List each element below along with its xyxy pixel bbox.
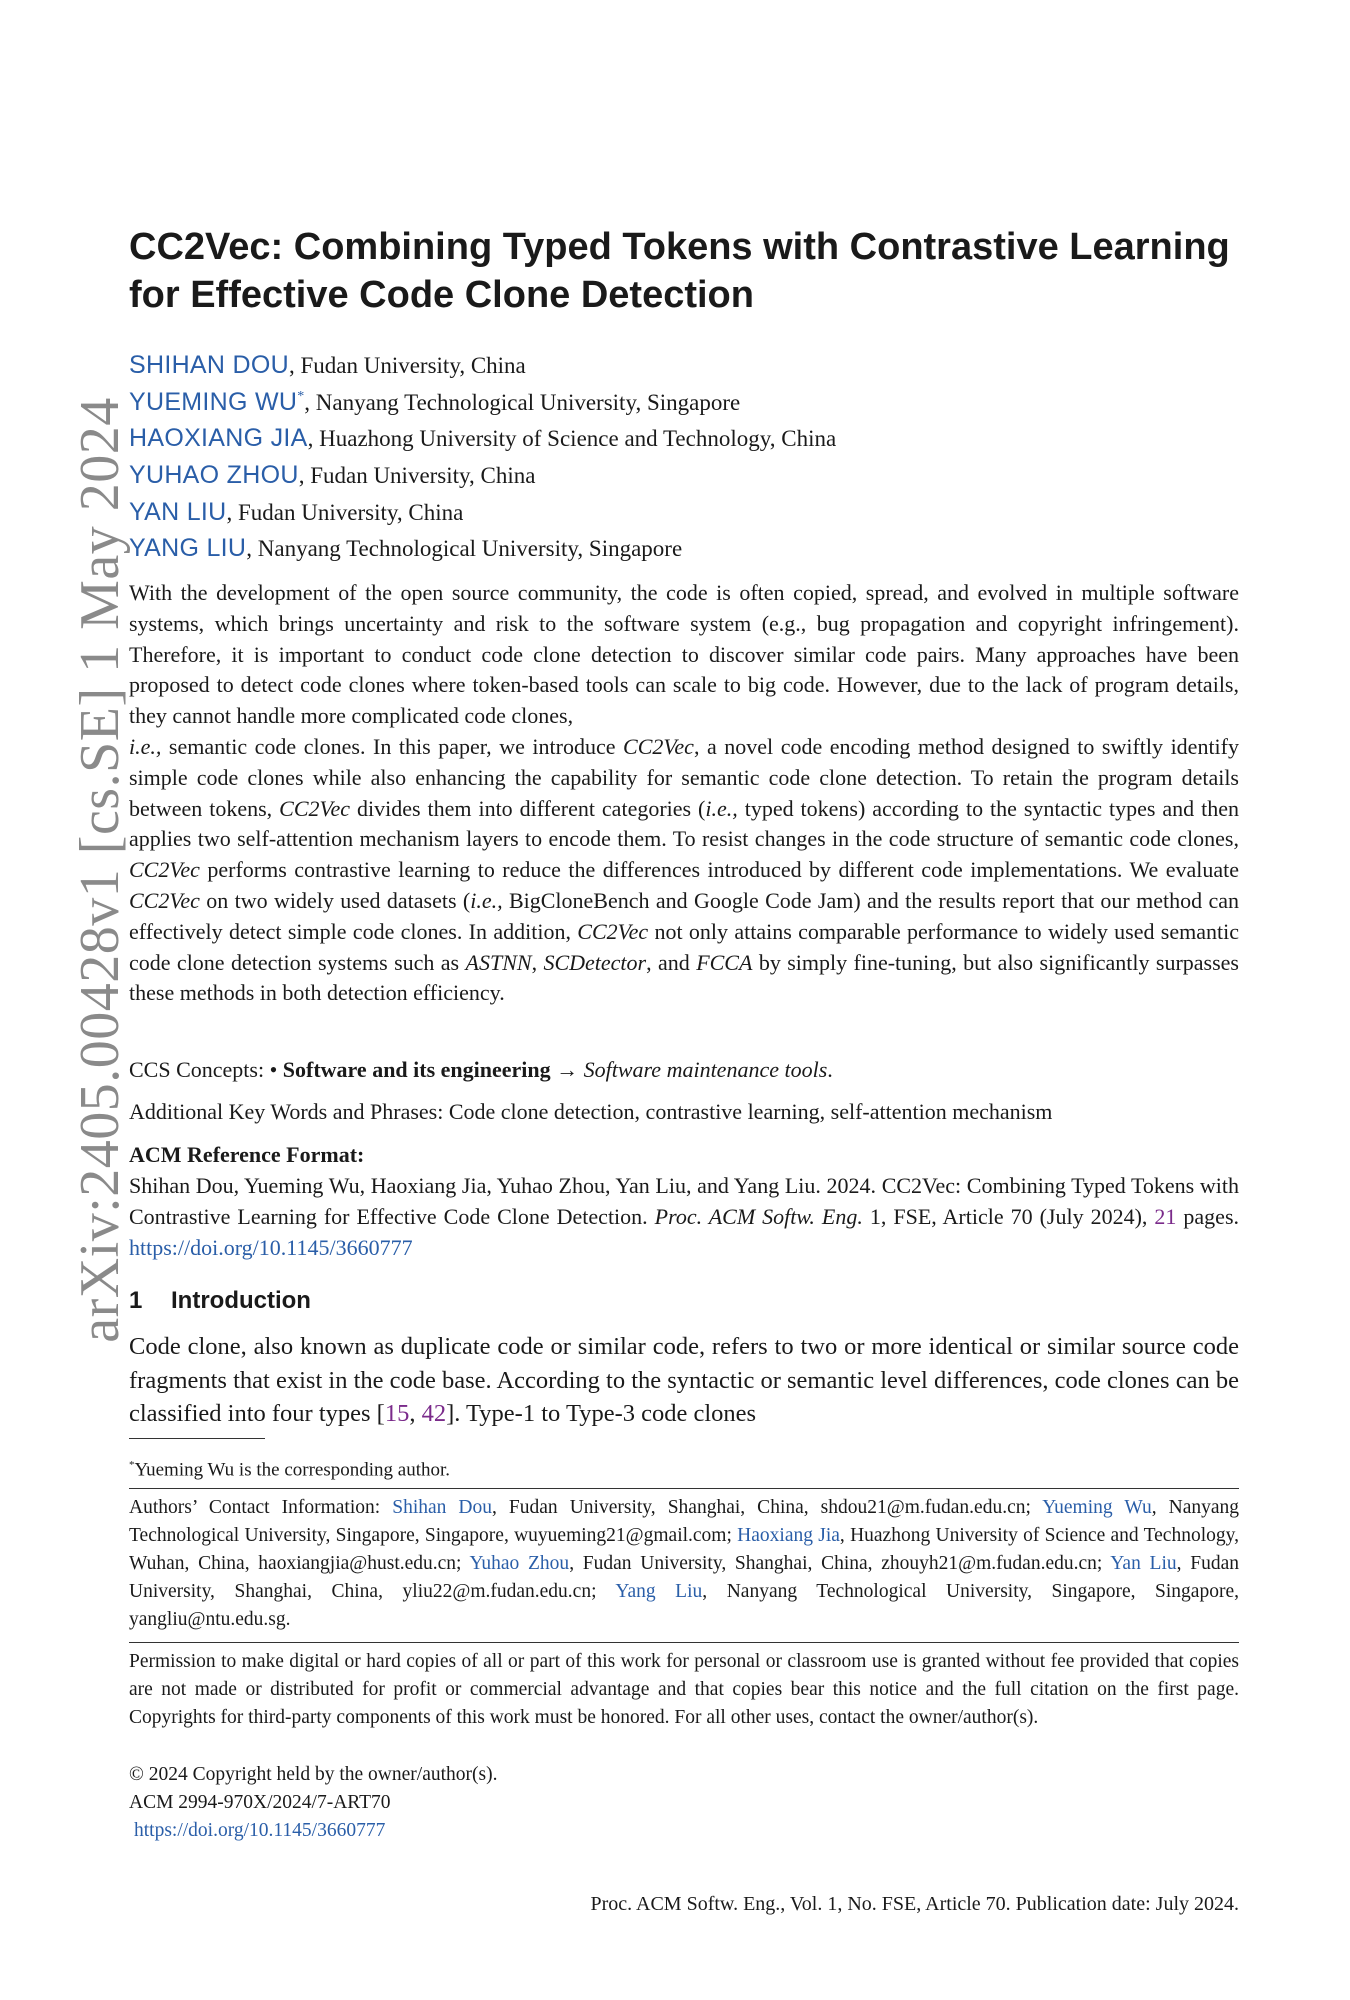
contact-details: , Nanyang Technological University, Singapore, Singapore, wuyueming21@gmail.com; — [129, 1497, 1240, 1546]
footnote — [129, 1452, 450, 1483]
contact-details: , Huazhong University of Science and Technology, Wuhan, China, haoxiangjia@hust.edu.cn; — [129, 1525, 1239, 1574]
intro-text: , — [409, 1400, 422, 1427]
contact-details: , Nanyang Technological University, Singapore, Singapore, yangliu@ntu.edu.sg. — [129, 1581, 1239, 1630]
section-title: Introduction — [171, 1287, 311, 1314]
keywords: Additional Key Words and Phrases: Code clone detection, contrastive learning, self-attention mechanism — [129, 1099, 1053, 1124]
method-name: CC2Vec — [129, 857, 200, 883]
author-list — [129, 342, 1239, 562]
abstract-text: , a novel code encoding method designed to swiftly identify simple code clones while also enhancing the capability for semantic code clone detection. To retain the program details between tokens, — [129, 733, 1239, 821]
contact-divider — [129, 1488, 1239, 1489]
ccs-arrow: → — [550, 1057, 584, 1082]
abstract-text: , — [531, 949, 544, 975]
author-affiliation: , Nanyang Technological University, Singapore — [246, 536, 683, 562]
author-name-link[interactable]: SHIHAN DOU — [129, 351, 289, 379]
ccs-concepts — [129, 1055, 1239, 1085]
footnote-mark: * — [129, 1459, 135, 1471]
ccs-end: . — [827, 1057, 833, 1082]
contact-details: , Fudan University, Shanghai, China, yliu22@m.fudan.edu.cn; — [129, 1553, 1239, 1602]
footer-doi-link[interactable]: https://doi.org/10.1145/3660777 — [134, 1820, 386, 1841]
abstract-text: on two widely used datasets ( — [199, 887, 471, 913]
arxiv-identifier-stamp: arXiv:2405.00428v1 [cs.SE] 1 May 2024 — [69, 397, 131, 1343]
contact-details: , Fudan University, Shanghai, China, shdou21@m.fudan.edu.cn; — [492, 1497, 1043, 1518]
citation-link[interactable]: 42 — [421, 1400, 447, 1427]
abstract-text: performs contrastive learning to reduce the differences introduced by different code implementations. We evaluate — [199, 857, 1239, 883]
intro-text: Code clone, also known as duplicate code or similar code, refers to two or more identical or similar source code fragments that exist in the code base. According to the syntactic or semantic level differences, code clones can be classified into four types [ — [129, 1333, 1239, 1427]
author-entry — [129, 379, 1239, 416]
author-entry — [129, 525, 1239, 562]
reference-text: Shihan Dou, Yueming Wu, Haoxiang Jia, Yuhao Zhou, Yan Liu, and Yang Liu. 2024. CC2Vec: Combining Typed Tokens with Contrastive Learning for Effective Code Clone Detection. — [129, 1173, 1239, 1229]
journal-name: Proc. ACM Softw. Eng. — [654, 1204, 863, 1229]
reference-text: pages. — [1176, 1204, 1240, 1229]
method-name: CC2Vec — [577, 918, 649, 944]
page-count-link[interactable]: 21 — [1154, 1204, 1177, 1229]
citation-link[interactable]: 15 — [384, 1400, 410, 1427]
contact-author-link[interactable]: Haoxiang Jia — [737, 1525, 840, 1546]
footnote-divider — [129, 1438, 265, 1439]
doi-link[interactable]: https://doi.org/10.1145/3660777 — [129, 1235, 413, 1260]
method-name: CC2Vec — [129, 887, 200, 913]
reference-text: 1, FSE, Article 70 (July 2024), — [862, 1204, 1155, 1229]
abstract-text: typed tokens) according to the syntactic types and then applies two self-attention mechanism layers to encode them. To resist changes in the code structure of semantic code clones, — [129, 795, 1239, 852]
author-name-link[interactable]: YAN LIU — [129, 497, 227, 526]
baseline-name: SCDetector — [543, 949, 647, 975]
author-affiliation: , Fudan University, China — [226, 499, 464, 525]
permission-divider — [129, 1642, 1239, 1643]
method-name: CC2Vec — [623, 733, 694, 759]
abstract-text: BigCloneBench and Google Code Jam) and the results report that our method can effectively detect simple code clones. In addition, — [129, 887, 1239, 944]
author-affiliation: , Fudan University, China — [298, 463, 536, 489]
ccs-concept: Software and its engineering — [282, 1057, 551, 1082]
abstract-italic: i.e., — [470, 887, 503, 913]
acm-reference-text — [129, 1170, 1239, 1263]
author-name-link[interactable]: HAOXIANG JIA — [129, 424, 308, 453]
author-name-link[interactable]: YUEMING WU — [129, 387, 298, 416]
abstract-text: not only attains comparable performance to widely used semantic code clone detection systems such as — [129, 918, 1239, 975]
abstract-text: semantic code clones. In this paper, we introduce — [161, 733, 624, 759]
author-entry — [129, 342, 1239, 379]
ccs-subconcept: Software maintenance tools — [583, 1057, 828, 1082]
author-entry — [129, 489, 1239, 526]
author-affiliation: , Huazhong University of Science and Technology, China — [307, 426, 837, 452]
contact-details: , Fudan University, Shanghai, China, zhouyh21@m.fudan.edu.cn; — [569, 1553, 1111, 1574]
method-name: CC2Vec — [279, 795, 351, 821]
abstract-text: by simply fine-tuning, but also significantly surpasses these methods in both detection efficiency. — [129, 949, 1239, 1006]
footnote-text: Yueming Wu is the corresponding author. — [134, 1459, 451, 1481]
section-number: 1 — [129, 1287, 143, 1314]
baseline-name: FCCA — [696, 949, 753, 975]
contact-author-link[interactable]: Yan Liu — [1110, 1553, 1177, 1574]
contact-label: Authors’ Contact Information: — [129, 1497, 393, 1518]
running-footer: Proc. ACM Softw. Eng., Vol. 1, No. FSE, Article 70. Publication date: July 2024. — [590, 1893, 1239, 1915]
author-entry — [129, 452, 1239, 489]
author-name-link[interactable]: YUHAO ZHOU — [129, 461, 299, 490]
contact-author-link[interactable]: Yueming Wu — [1042, 1497, 1152, 1518]
author-entry — [129, 415, 1239, 452]
author-name-link[interactable]: YANG LIU — [129, 534, 247, 563]
section-heading — [129, 1287, 311, 1315]
contact-author-link[interactable]: Yang Liu — [615, 1581, 703, 1602]
abstract-italic: i.e., — [129, 733, 162, 759]
paper-title: CC2Vec: Combining Typed Tokens with Contrastive Learning for Effective Code Clone Detection — [129, 226, 1230, 316]
author-contact-info — [129, 1494, 1239, 1634]
intro-text: ]. Type-1 to Type-3 code clones — [446, 1400, 757, 1427]
baseline-name: ASTNN — [465, 949, 532, 975]
contact-author-link[interactable]: Shihan Dou — [392, 1497, 493, 1518]
author-affiliation: , Fudan University, China — [288, 353, 526, 378]
acm-reference-heading: ACM Reference Format: — [129, 1142, 365, 1167]
abstract — [129, 578, 1239, 1009]
abstract-text: , and — [646, 949, 697, 975]
abstract-text: divides them into different categories ( — [350, 795, 706, 821]
author-affiliation: , Nanyang Technological University, Singapore — [304, 389, 741, 415]
corresponding-mark: * — [297, 388, 305, 404]
introduction-paragraph — [129, 1330, 1239, 1431]
copyright-line: © 2024 Copyright held by the owner/author(s). — [129, 1764, 498, 1785]
acm-article-id: ACM 2994-970X/2024/7-ART70 — [129, 1792, 391, 1813]
ccs-label: CCS Concepts: • — [129, 1057, 283, 1082]
abstract-italic: i.e., — [705, 795, 738, 821]
abstract-text: With the development of the open source community, the code is often copied, spread, and evolved in multiple software systems, which brings uncertainty and risk to the software system (e.g., bug propagation and copyright infringement). Therefore, it is important to conduct code clone detection to discover similar code pairs. Many approaches have been proposed to detect code clones where token-based tools can scale to big code. However, due to the lack of program details, they cannot handle more complicated code clones, — [129, 580, 1239, 729]
contact-author-link[interactable]: Yuhao Zhou — [469, 1553, 570, 1574]
permission-notice: Permission to make digital or hard copies of all or part of this work for personal or classroom use is granted without fee provided that copies are not made or distributed for profit or commercial advantage and that copies bear this notice and the full citation on the first page. Copyrights for third-party components of this work must be honored. For all other uses, contact the owner/author(s). — [129, 1651, 1239, 1728]
